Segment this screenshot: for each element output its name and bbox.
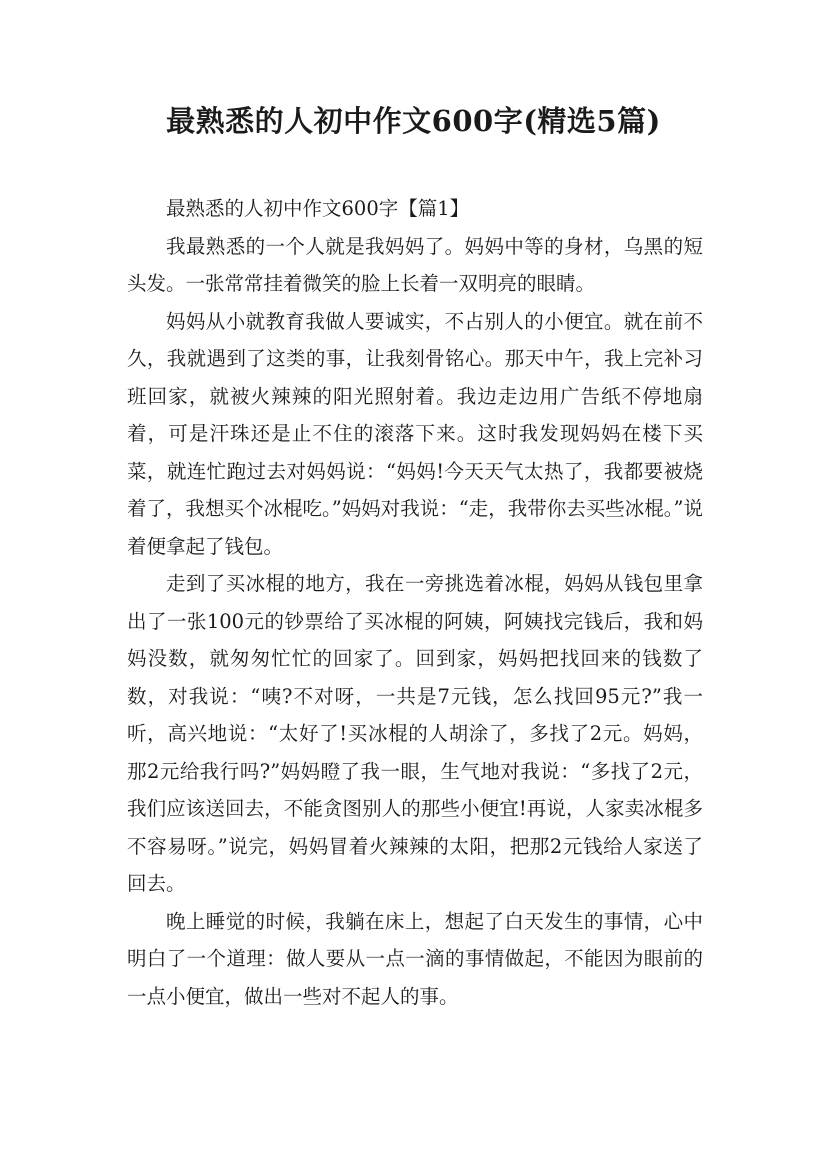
paragraph-3: 走到了买冰棍的地方，我在一旁挑选着冰棍，妈妈从钱包里拿出了一张100元的钞票给了买冰棍的阿姨，阿姨找完钱后，我和妈妈没数，就匆匆忙忙的回家了。回到家，妈妈把找回来的钱数了数，对我说：“咦?不对呀，一共是7元钱，怎么找回95元?”我一听，高兴地说：“太好了!买冰棍的人胡涂了，多找了2元。妈妈，那2元给我行吗?”妈妈瞪了我一眼，生气地对我说：“多找了2元，我们应该送回去，不能贪图别人的那些小便宜!再说，人家卖冰棍多不容易呀。”说完，妈妈冒着火辣辣的太阳，把那2元钱给人家送了回去。 — [127, 572, 703, 895]
document-body — [127, 190, 703, 1015]
paragraph-4: 晚上睡觉的时候，我躺在床上，想起了白天发生的事情，心中明白了一个道理：做人要从一点一滴的事情做起，不能因为眼前的一点小便宜，做出一些对不起人的事。 — [127, 909, 703, 1008]
paragraph-1: 我最熟悉的一个人就是我妈妈了。妈妈中等的身材，乌黑的短头发。一张常常挂着微笑的脸上长着一双明亮的眼睛。 — [127, 234, 703, 295]
document-title: 最熟悉的人初中作文600字(精选5篇) — [166, 104, 661, 138]
paragraph-2: 妈妈从小就教育我做人要诚实，不占别人的小便宜。就在前不久，我就遇到了这类的事，让我刻骨铭心。那天中午，我上完补习班回家，就被火辣辣的阳光照射着。我边走边用广告纸不停地扇着，可是汗珠还是止不住的滚落下来。这时我发现妈妈在楼下买菜，就连忙跑过去对妈妈说：“妈妈!今天天气太热了，我都要被烧着了，我想买个冰棍吃。”妈妈对我说：“走，我带你去买些冰棍。”说着便拿起了钱包。 — [127, 309, 703, 558]
section-heading: 最熟悉的人初中作文600字【篇1】 — [166, 197, 470, 220]
